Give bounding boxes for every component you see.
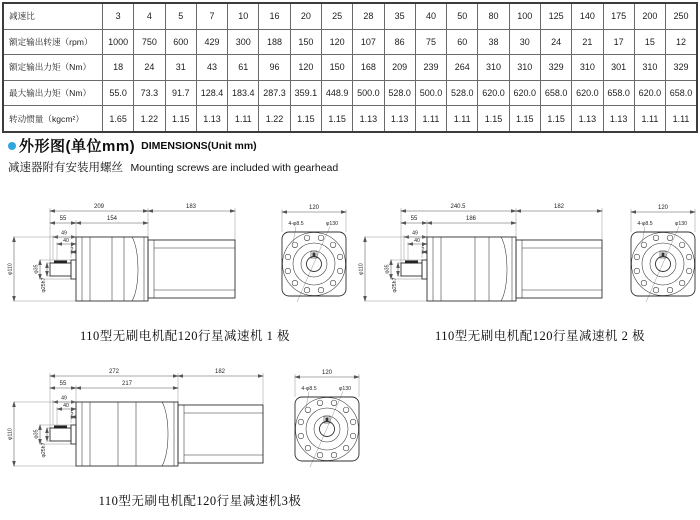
- section-dimensions-heading: [8, 135, 338, 176]
- dim-motor-length: 182: [214, 369, 226, 375]
- dim-boss-diameter: φ35: [384, 264, 391, 274]
- table-cell: 5: [165, 3, 196, 29]
- dim-5: 5: [70, 410, 74, 417]
- table-cell: 1.65: [103, 106, 134, 132]
- dim-body-diameter: φ110: [7, 263, 14, 275]
- table-cell: 1.11: [634, 106, 665, 132]
- shaft-key: [405, 261, 418, 264]
- table-cell: 40: [415, 3, 446, 29]
- table-cell: 620.0: [509, 80, 540, 106]
- table-row: [3, 3, 697, 29]
- bolt-holes: [298, 400, 356, 458]
- table-cell: 128.4: [196, 80, 227, 106]
- table-cell: 7: [196, 3, 227, 29]
- table-cell: 30: [509, 29, 540, 55]
- table-cell: 620.0: [634, 80, 665, 106]
- table-cell: 35: [384, 3, 415, 29]
- output-shaft-hole: [307, 257, 322, 272]
- table-cell: 448.9: [321, 80, 352, 106]
- output-shaft-hole: [656, 257, 671, 272]
- table-cell: 43: [196, 55, 227, 81]
- bolt-holes: [634, 235, 692, 293]
- table-cell: 200: [634, 3, 665, 29]
- table-cell: 1.15: [321, 106, 352, 132]
- table-cell: 528.0: [447, 80, 478, 106]
- pilot-boss: [422, 260, 427, 279]
- table-cell: 620.0: [478, 80, 509, 106]
- section-title-en: DIMENSIONS(Unit mm): [141, 139, 257, 152]
- shaft-outline: [50, 428, 71, 441]
- dim-shaft-diameter: φ25h7: [392, 277, 398, 293]
- table-cell: 1.15: [478, 106, 509, 132]
- dim-49: 49: [61, 230, 67, 237]
- drawing-caption-3stage: 110型无刷电机配120行星减速机3极: [98, 494, 302, 508]
- dim-total: 240.5: [450, 204, 466, 210]
- table-cell: 310: [478, 55, 509, 81]
- table-cell: 38: [478, 29, 509, 55]
- section-subtitle-zh: 减速器附有安装用螺丝: [8, 162, 123, 174]
- table-cell: 107: [353, 29, 384, 55]
- bolt-holes: [285, 235, 343, 293]
- motor-body: [148, 240, 235, 298]
- dim-shaft-length: 55: [59, 381, 67, 387]
- table-cell: 100: [509, 3, 540, 29]
- row-header: 额定输出转速（rpm）: [3, 29, 103, 55]
- table-cell: 1.22: [259, 106, 290, 132]
- dim-shaft-length: 55: [59, 216, 67, 222]
- table-cell: 1.15: [165, 106, 196, 132]
- table-cell: 264: [447, 55, 478, 81]
- table-cell: 1.13: [384, 106, 415, 132]
- table-cell: 75: [415, 29, 446, 55]
- shaft-outline: [50, 263, 71, 276]
- table-cell: 18: [103, 55, 134, 81]
- table-cell: 12: [666, 29, 697, 55]
- spec-table-body: [3, 3, 697, 132]
- table-cell: 500.0: [353, 80, 384, 106]
- shaft-key: [54, 261, 67, 264]
- table-cell: 183.4: [228, 80, 259, 106]
- table-cell: 301: [603, 55, 634, 81]
- table-cell: 1.22: [134, 106, 165, 132]
- dim-flange-width: 120: [308, 205, 320, 211]
- table-cell: 239: [415, 55, 446, 81]
- dim-40: 40: [63, 403, 69, 409]
- row-header: 减速比: [3, 3, 103, 29]
- pilot-boss: [71, 260, 76, 279]
- table-row: [3, 29, 697, 55]
- table-row: [3, 55, 697, 81]
- spec-table: [2, 2, 698, 133]
- gearhead-body: [427, 237, 516, 301]
- table-cell: 310: [509, 55, 540, 81]
- dim-total: 272: [108, 369, 120, 375]
- table-cell: 140: [572, 3, 603, 29]
- dim-40: 40: [63, 238, 69, 244]
- dim-gearhead-length: 154: [106, 216, 118, 222]
- section-bullet-icon: [8, 142, 16, 150]
- shaft-key: [54, 426, 67, 429]
- table-cell: 1.15: [509, 106, 540, 132]
- drawing-caption-1stage: 110型无刷电机配120行星减速机 1 极: [79, 329, 291, 343]
- motor-body: [178, 405, 263, 463]
- row-header: 额定输出力矩（Nm）: [3, 55, 103, 81]
- table-cell: 620.0: [572, 80, 603, 106]
- table-cell: 188: [259, 29, 290, 55]
- output-shaft-hole: [320, 422, 335, 437]
- dim-5: 5: [421, 245, 425, 252]
- table-row: [3, 80, 697, 106]
- table-cell: 3: [103, 3, 134, 29]
- table-cell: 359.1: [290, 80, 321, 106]
- table-cell: 20: [290, 3, 321, 29]
- table-cell: 250: [666, 3, 697, 29]
- table-cell: 1.13: [572, 106, 603, 132]
- table-cell: 96: [259, 55, 290, 81]
- label-mount-holes: 4-φ8.5: [637, 221, 653, 227]
- table-cell: 750: [134, 29, 165, 55]
- dim-motor-length: 183: [185, 204, 197, 210]
- label-bolt-circle: φ130: [338, 386, 352, 392]
- table-cell: 73.3: [134, 80, 165, 106]
- drawing-gearmotor-2stage: [355, 192, 700, 338]
- table-cell: 658.0: [603, 80, 634, 106]
- section-subtitle-line: [8, 158, 338, 176]
- table-cell: 1.11: [228, 106, 259, 132]
- dim-40: 40: [414, 238, 420, 244]
- table-cell: 150: [290, 29, 321, 55]
- table-cell: 1.13: [603, 106, 634, 132]
- table-cell: 15: [634, 29, 665, 55]
- dim-shaft-diameter: φ25h7: [41, 277, 47, 293]
- table-cell: 1.11: [666, 106, 697, 132]
- table-cell: 658.0: [540, 80, 571, 106]
- row-header: 转动惯量（kgcm²）: [3, 106, 103, 132]
- dim-shaft-diameter: φ25h7: [41, 442, 47, 458]
- label-mount-holes: 4-φ8.5: [288, 221, 304, 227]
- table-cell: 25: [321, 3, 352, 29]
- table-cell: 21: [572, 29, 603, 55]
- table-cell: 24: [134, 55, 165, 81]
- label-bolt-circle: φ130: [674, 221, 688, 227]
- dim-gearhead-length: 217: [121, 381, 133, 387]
- table-cell: 31: [165, 55, 196, 81]
- table-cell: 80: [478, 3, 509, 29]
- table-cell: 17: [603, 29, 634, 55]
- table-cell: 55.0: [103, 80, 134, 106]
- table-cell: 4: [134, 3, 165, 29]
- drawing-caption-2stage: 110型无刷电机配120行星减速机 2 极: [434, 329, 646, 343]
- label-bolt-circle: φ130: [325, 221, 339, 227]
- table-cell: 120: [290, 55, 321, 81]
- gearhead-body: [76, 402, 178, 466]
- table-cell: 500.0: [415, 80, 446, 106]
- table-cell: 600: [165, 29, 196, 55]
- section-title-zh: 外形图(单位mm): [19, 138, 136, 155]
- table-cell: 28: [353, 3, 384, 29]
- table-cell: 125: [540, 3, 571, 29]
- drawing-gearmotor-3stage: [0, 357, 370, 505]
- table-cell: 209: [384, 55, 415, 81]
- table-cell: 1000: [103, 29, 134, 55]
- label-mount-holes: 4-φ8.5: [301, 386, 317, 392]
- table-cell: 168: [353, 55, 384, 81]
- table-cell: 1.15: [290, 106, 321, 132]
- pilot-boss: [71, 425, 76, 444]
- motor-body: [516, 240, 602, 298]
- dim-shaft-length: 55: [410, 216, 418, 222]
- dim-boss-diameter: φ35: [33, 429, 40, 439]
- table-cell: 658.0: [666, 80, 697, 106]
- table-cell: 24: [540, 29, 571, 55]
- shaft-outline: [401, 263, 422, 276]
- dim-flange-width: 120: [321, 370, 333, 376]
- dim-motor-length: 182: [553, 204, 565, 210]
- table-cell: 1.13: [196, 106, 227, 132]
- table-cell: 300: [228, 29, 259, 55]
- dim-5: 5: [70, 245, 74, 252]
- table-cell: 310: [634, 55, 665, 81]
- table-cell: 60: [447, 29, 478, 55]
- table-cell: 175: [603, 3, 634, 29]
- dim-gearhead-length: 186: [465, 216, 477, 222]
- dim-boss-diameter: φ35: [33, 264, 40, 274]
- table-row: [3, 106, 697, 132]
- drawing-gearmotor-1stage: [0, 192, 362, 338]
- table-cell: 528.0: [384, 80, 415, 106]
- table-cell: 150: [321, 55, 352, 81]
- dim-body-diameter: φ110: [7, 428, 14, 440]
- table-cell: 310: [572, 55, 603, 81]
- dim-body-diameter: φ110: [358, 263, 365, 275]
- section-title-line: [8, 135, 338, 156]
- table-cell: 287.3: [259, 80, 290, 106]
- row-header: 最大输出力矩（Nm）: [3, 80, 103, 106]
- table-cell: 91.7: [165, 80, 196, 106]
- table-cell: 16: [259, 3, 290, 29]
- section-subtitle-en: Mounting screws are included with gearhead: [130, 162, 339, 174]
- dim-49: 49: [412, 230, 418, 237]
- dim-49: 49: [61, 395, 67, 402]
- table-cell: 329: [540, 55, 571, 81]
- table-cell: 50: [447, 3, 478, 29]
- table-cell: 1.13: [353, 106, 384, 132]
- dim-flange-width: 120: [657, 205, 669, 211]
- table-cell: 1.15: [540, 106, 571, 132]
- table-cell: 10: [228, 3, 259, 29]
- table-cell: 120: [321, 29, 352, 55]
- table-cell: 1.11: [447, 106, 478, 132]
- table-cell: 1.11: [415, 106, 446, 132]
- table-cell: 329: [666, 55, 697, 81]
- table-cell: 61: [228, 55, 259, 81]
- dim-total: 209: [93, 204, 105, 210]
- table-cell: 86: [384, 29, 415, 55]
- table-cell: 429: [196, 29, 227, 55]
